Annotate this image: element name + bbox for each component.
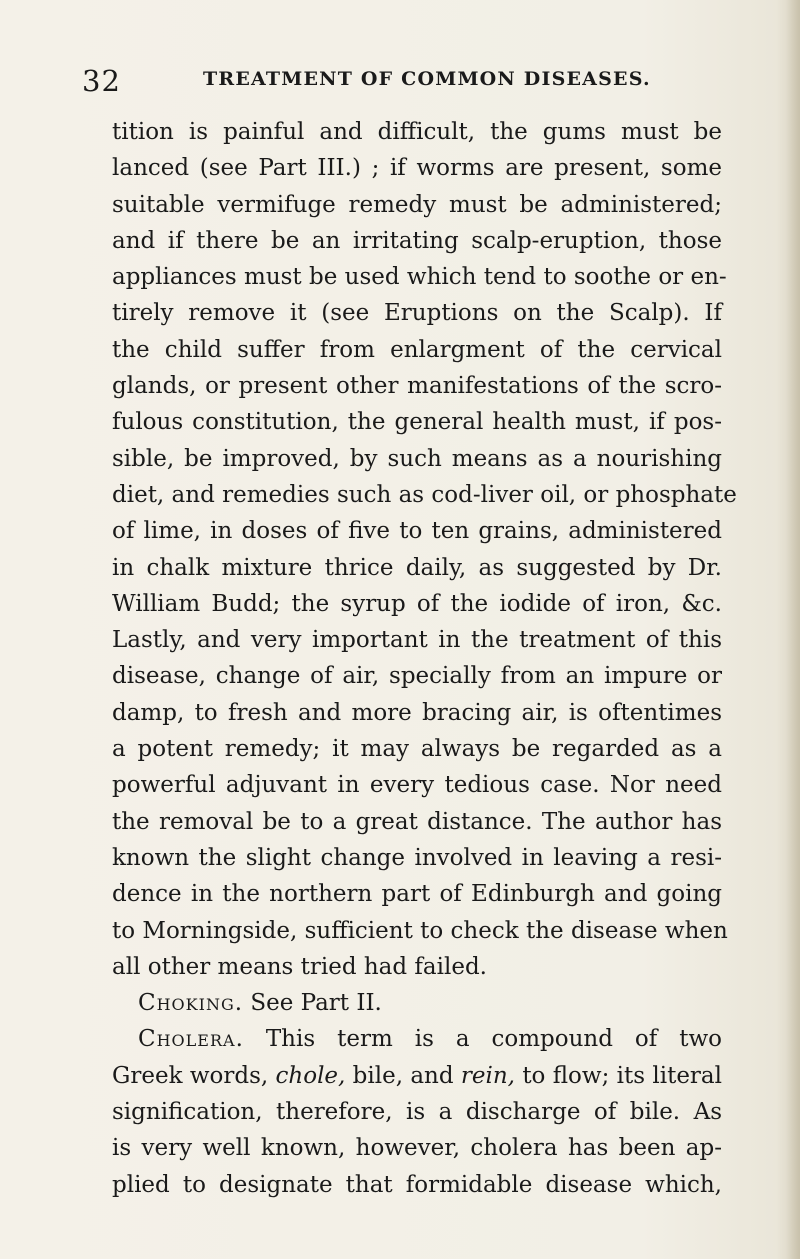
entry-cholera: [112, 1021, 722, 1057]
entry-term-cholera: Cholera.: [138, 1026, 244, 1053]
text-line: plied to designate that formidable disease which,: [112, 1171, 722, 1198]
text-line: [112, 1058, 722, 1094]
entry-text-choking: See Part II.: [250, 990, 382, 1017]
text-line: lanced (see Part III.) ; if worms are present, some: [112, 155, 722, 182]
running-head: TREATMENT OF COMMON DISEASES.: [203, 68, 651, 90]
text-line: Lastly, and very important in the treatment of this: [112, 627, 722, 654]
text-line: William Budd; the syrup of the iodide of iron, &c.: [112, 590, 722, 617]
page-edge-shadow: [786, 0, 800, 1259]
text-line: a potent remedy; it may always be regarded as a: [112, 736, 722, 763]
text-line: the child suffer from enlargment of the cervical: [112, 336, 722, 363]
text-line: damp, to fresh and more bracing air, is oftentimes: [112, 699, 722, 726]
text-line: in chalk mixture thrice daily, as suggested by Dr.: [112, 554, 722, 581]
text-line: all other means tried had failed.: [112, 953, 487, 980]
text-line: dence in the northern part of Edinburgh and going: [112, 881, 722, 908]
entry-text-cholera: This term is a compound of two: [265, 1026, 722, 1053]
text-line: and if there be an irritating scalp-eruption, those: [112, 227, 722, 254]
greek-word-chole: chole,: [275, 1062, 346, 1089]
text-line: fulous constitution, the general health must, if pos-: [112, 409, 722, 436]
text-line: diet, and remedies such as cod-liver oil, or phosphate: [112, 481, 737, 508]
text-line: sible, be improved, by such means as a nourishing: [112, 445, 722, 472]
page-number: 32: [82, 64, 121, 98]
body-text: [112, 114, 737, 1203]
text-line: disease, change of air, specially from an impure or: [112, 663, 722, 690]
page-header: [82, 64, 722, 104]
text-line: appliances must be used which tend to soothe or en-: [112, 264, 727, 291]
greek-word-rein: rein,: [460, 1062, 515, 1089]
text-fragment: Greek words,: [112, 1062, 269, 1089]
text-line: known the slight change involved in leaving a resi-: [112, 844, 722, 871]
text-line: tition is painful and difficult, the gums must be: [112, 119, 722, 145]
text-fragment: to flow; its literal: [522, 1062, 722, 1089]
text-line: suitable vermifuge remedy must be administered;: [112, 191, 722, 218]
text-line: powerful adjuvant in every tedious case. Nor need: [112, 772, 722, 799]
text-line: the removal be to a great distance. The author has: [112, 808, 722, 835]
text-line: to Morningside, sufficient to check the disease when: [112, 917, 728, 944]
text-line: of lime, in doses of five to ten grains, administered: [112, 518, 722, 545]
entry-term-choking: Choking.: [138, 990, 244, 1017]
text-fragment: bile, and: [352, 1062, 454, 1089]
text-line: signification, therefore, is a discharge of bile. As: [112, 1099, 722, 1126]
entry-choking: [112, 985, 722, 1021]
text-line: glands, or present other manifestations of the scro-: [112, 373, 722, 400]
text-line: is very well known, however, cholera has been ap-: [112, 1135, 722, 1162]
text-line: tirely remove it (see Eruptions on the Scalp). If: [112, 300, 722, 327]
